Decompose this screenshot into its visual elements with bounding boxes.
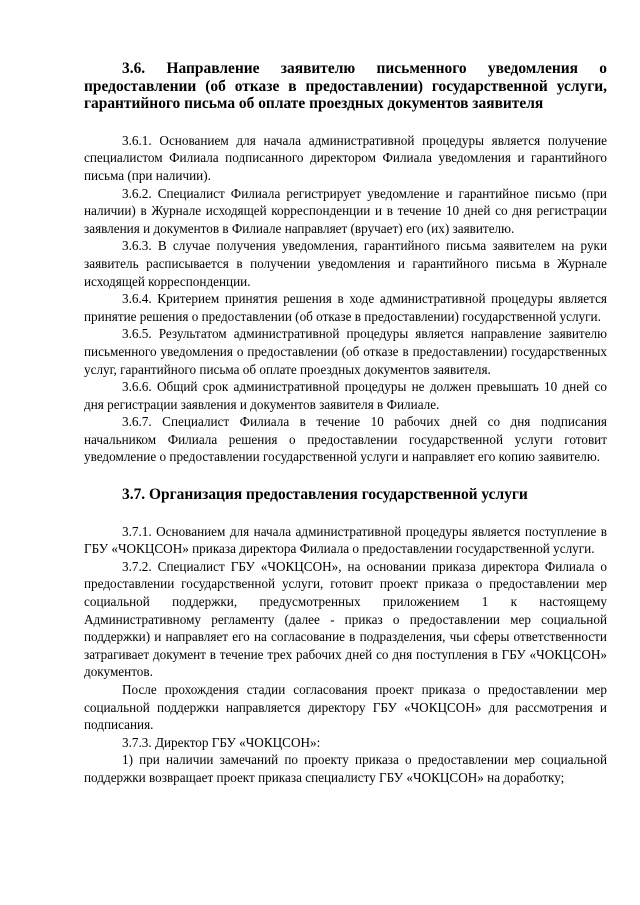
paragraph-3-7-2: 3.7.2. Специалист ГБУ «ЧОКЦСОН», на основании приказа директора Филиала о предоставлении государственной услуги, готовит проект приказа о предоставлении мер социальной поддержки, предусмотренных приложением 1 к настоящему Административному регламенту (далее - приказ о предоставлении мер социальной поддержки) и направляет его на согласование в подразделения, чьи сферы ответственности затрагивает документ в течение трех рабочих дней со дня поступления в ГБУ «ЧОКЦСОН» документов. [84, 558, 607, 680]
paragraph-3-6-7: 3.6.7. Специалист Филиала в течение 10 рабочих дней со дня подписания начальником Филиала решения о предоставлении государственной услуги готовит уведомление о предоставлении государственной услуги и направляет его копию заявителю. [84, 414, 607, 465]
paragraph-3-6-4: 3.6.4. Критерием принятия решения в ходе административной процедуры является принятие решения о предоставлении (об отказе в предоставлении) государственной услуги. [84, 291, 607, 324]
spacer [84, 466, 607, 486]
document-page [84, 60, 607, 787]
spacer [84, 113, 607, 132]
paragraph-3-7-1: 3.7.1. Основанием для начала административной процедуры является поступление в ГБУ «ЧОКЦСОН» приказа директора Филиала о предоставлении государственной услуги. [84, 523, 607, 557]
paragraph-3-7-3: 3.7.3. Директор ГБУ «ЧОКЦСОН»: [122, 734, 321, 750]
paragraph-3-6-6: 3.6.6. Общий срок административной процедуры не должен превышать 10 дней со дня регистрации заявления и документов заявителя в Филиале. [84, 379, 607, 412]
paragraph-3-6-3: 3.6.3. В случае получения уведомления, гарантийного письма заявителем на руки заявитель расписывается в получении уведомления и гарантийного письма в Журнале исходящей корреспонденции. [84, 238, 607, 289]
paragraph-after-approval: После прохождения стадии согласования проект приказа о предоставлении мер социальной поддержки направляется директору ГБУ «ЧОКЦСОН» для рассмотрения и подписания. [84, 682, 607, 733]
section-heading-3-7: 3.7. Организация предоставления государственной услуги [122, 486, 528, 504]
paragraph-3-6-1: 3.6.1. Основанием для начала административной процедуры является получение специалистом Филиала подписанного директором Филиала уведомления и гарантийного письма (при наличии). [84, 132, 607, 183]
paragraph-3-6-2: 3.6.2. Специалист Филиала регистрирует уведомление и гарантийное письмо (при наличии) в Журнале исходящей корреспонденции и в течение 10 дней со дня регистрации заявления и документов в Филиале направляет (вручает) его (их) заявителю. [84, 185, 607, 236]
section-heading-3-6: 3.6. Направление заявителю письменного уведомления о предоставлении (об отказе в предоставлении) государственной услуги, гарантийного письма об оплате проездных документов заявителя [84, 60, 607, 113]
paragraph-3-7-3-item-1: 1) при наличии замечаний по проекту приказа о предоставлении мер социальной поддержки возвращает проект приказа специалисту ГБУ «ЧОКЦСОН» на доработку; [84, 752, 607, 785]
paragraph-3-6-5: 3.6.5. Результатом административной процедуры является направление заявителю письменного уведомления о предоставлении (об отказе в предоставлении) государственных услуг, гарантийного письма об оплате проездных документов заявителя. [84, 326, 607, 377]
spacer [84, 504, 607, 523]
